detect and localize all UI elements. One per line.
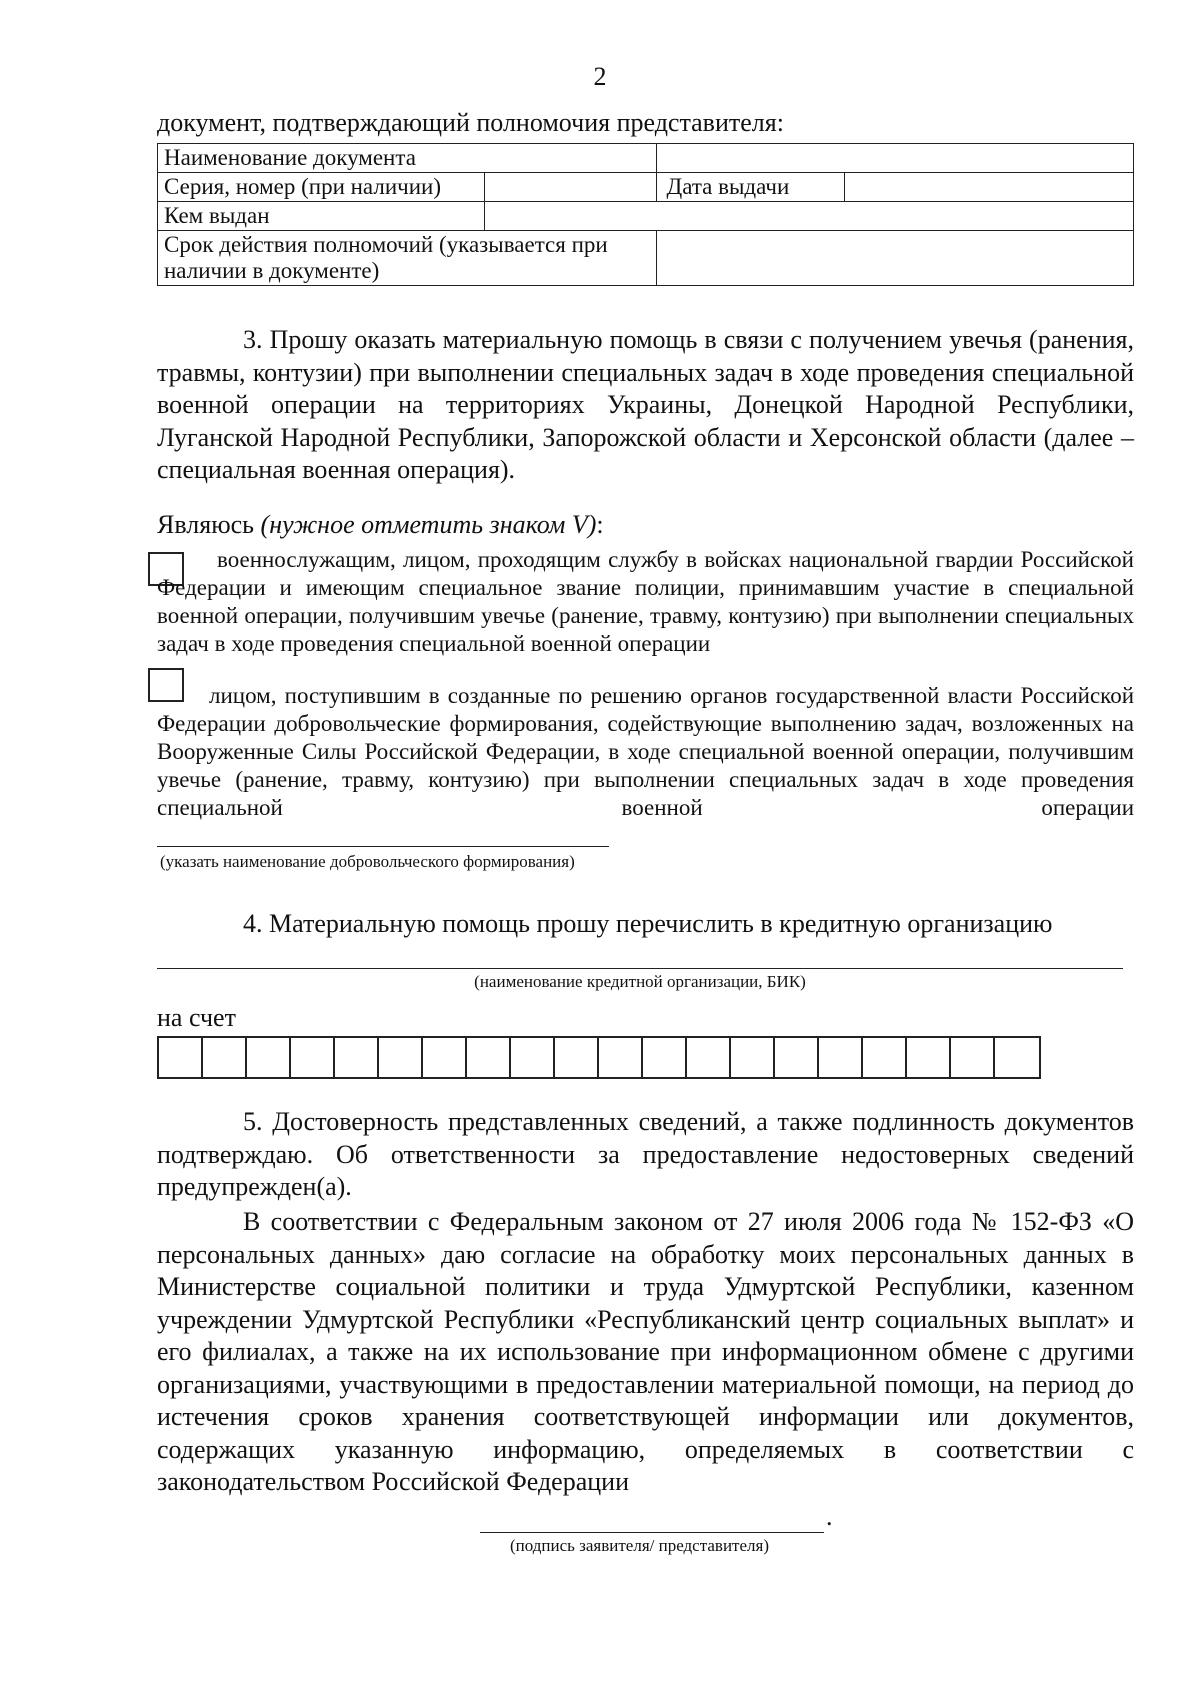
account-digit-cell[interactable] — [467, 1038, 511, 1077]
validity-field[interactable] — [656, 231, 1133, 286]
validity-label: Срок действия полномочий (указывается при наличии в документе) — [158, 231, 657, 286]
representative-heading: документ, подтверждающий полномочия представителя: — [157, 108, 784, 137]
volunteer-formation-line[interactable] — [157, 846, 609, 847]
signature-line[interactable] — [480, 1532, 824, 1533]
account-digit-cell[interactable] — [379, 1038, 423, 1077]
page-number: 2 — [593, 62, 607, 91]
table-row — [158, 144, 1134, 173]
account-digit-cell[interactable] — [247, 1038, 291, 1077]
representative-doc-table — [157, 143, 1134, 286]
bank-name-caption: (наименование кредитной организации, БИК) — [474, 972, 806, 991]
account-digit-cell[interactable] — [951, 1038, 995, 1077]
table-row — [158, 173, 1134, 202]
signature-caption: (подпись заявителя/ представителя) — [510, 1536, 769, 1555]
bank-name-line[interactable] — [157, 968, 1123, 969]
section-3-request: 3. Прошу оказать материальную помощь в связи с получением увечья (ранения, травмы, контузии) при выполнении специальных задач в ходе проведения специальной военной операции на территориях Украины, Донецкой Народной Республики, Луганской Народной Республики, Запорожской области и Херсонской области (далее – специальная военная операция). — [157, 325, 1134, 484]
doc-name-label: Наименование документа — [158, 144, 657, 173]
account-digit-cell[interactable] — [203, 1038, 247, 1077]
series-label: Серия, номер (при наличии) — [158, 173, 485, 202]
account-digit-cell[interactable] — [863, 1038, 907, 1077]
option-volunteer-text: лицом, поступившим в созданные по решению органов государственной власти Российской Федерации добровольческие формирования, содействующие выполнению задач, возложенных на Вооруженные Силы Российской Федерации, в ходе специальной военной операции, получившим увечье (ранение, травму, контузию) при выполнении специальных задач в ходе проведения специальной военной операции — [157, 683, 1134, 820]
account-digit-cell[interactable] — [555, 1038, 599, 1077]
account-digit-cell[interactable] — [599, 1038, 643, 1077]
issued-by-field[interactable] — [484, 202, 1133, 231]
section-5-text: 5. Достоверность представленных сведений, а также подлинность документов подтверждаю. Об ответственности за предоставление недостоверных сведений предупрежден(а). — [157, 1107, 1134, 1201]
issued-by-label: Кем выдан — [158, 202, 485, 231]
date-label: Дата выдачи — [656, 173, 845, 202]
account-number-grid — [157, 1036, 1041, 1079]
status-hint: (нужное отметить знаком V) — [260, 510, 597, 539]
consent-text — [157, 1206, 1134, 1499]
account-digit-cell[interactable] — [995, 1038, 1039, 1077]
status-label: Являюсь — [157, 510, 255, 539]
doc-name-field[interactable] — [656, 144, 1133, 173]
account-digit-cell[interactable] — [643, 1038, 687, 1077]
account-digit-cell[interactable] — [423, 1038, 467, 1077]
account-digit-cell[interactable] — [159, 1038, 203, 1077]
account-digit-cell[interactable] — [775, 1038, 819, 1077]
option-military-text: военнослужащим, лицом, проходящим службу в войсках национальной гвардии Российской Федерации и имеющим специальное звание полиции, принимавшим участие в специальной военной операции, получившим увечье (ранение, травму, контузию) при выполнении специальных задач в ходе проведения специальной военной операции — [157, 547, 1134, 656]
account-label: на счет — [157, 1003, 236, 1032]
consent-body: В соответствии с Федеральным законом от 27 июля 2006 года № 152-ФЗ «О персональных данных» даю согласие на обработку моих персональных данных в Министерстве социальной политики и труда Удмуртской Республики, казенном учреждении Удмуртской Республики «Республиканский центр социальных выплат» и его филиалах, а также на их использование при информационном обмене с другими организациями, участвующими в предоставлении материальной помощи, на период до истечения сроков хранения соответствующей информации или документов, содержащих указанную информацию, определяемых в соответствии с законодательством Российской Федерации — [157, 1207, 1134, 1496]
section-4-text: 4. Материальную помощь прошу перечислить в кредитную организацию — [243, 909, 1053, 938]
account-digit-cell[interactable] — [731, 1038, 775, 1077]
status-line — [157, 510, 604, 540]
account-digit-cell[interactable] — [687, 1038, 731, 1077]
series-field[interactable] — [484, 173, 656, 202]
volunteer-formation-caption: (указать наименование добровольческого формирования) — [160, 852, 575, 871]
consent-end: . — [826, 1502, 833, 1531]
account-digit-cell[interactable] — [907, 1038, 951, 1077]
table-row — [158, 202, 1134, 231]
date-field[interactable] — [845, 173, 1134, 202]
account-digit-cell[interactable] — [291, 1038, 335, 1077]
status-colon: : — [596, 510, 604, 539]
table-row — [158, 231, 1134, 286]
account-digit-cell[interactable] — [819, 1038, 863, 1077]
account-digit-cell[interactable] — [335, 1038, 379, 1077]
account-digit-cell[interactable] — [511, 1038, 555, 1077]
